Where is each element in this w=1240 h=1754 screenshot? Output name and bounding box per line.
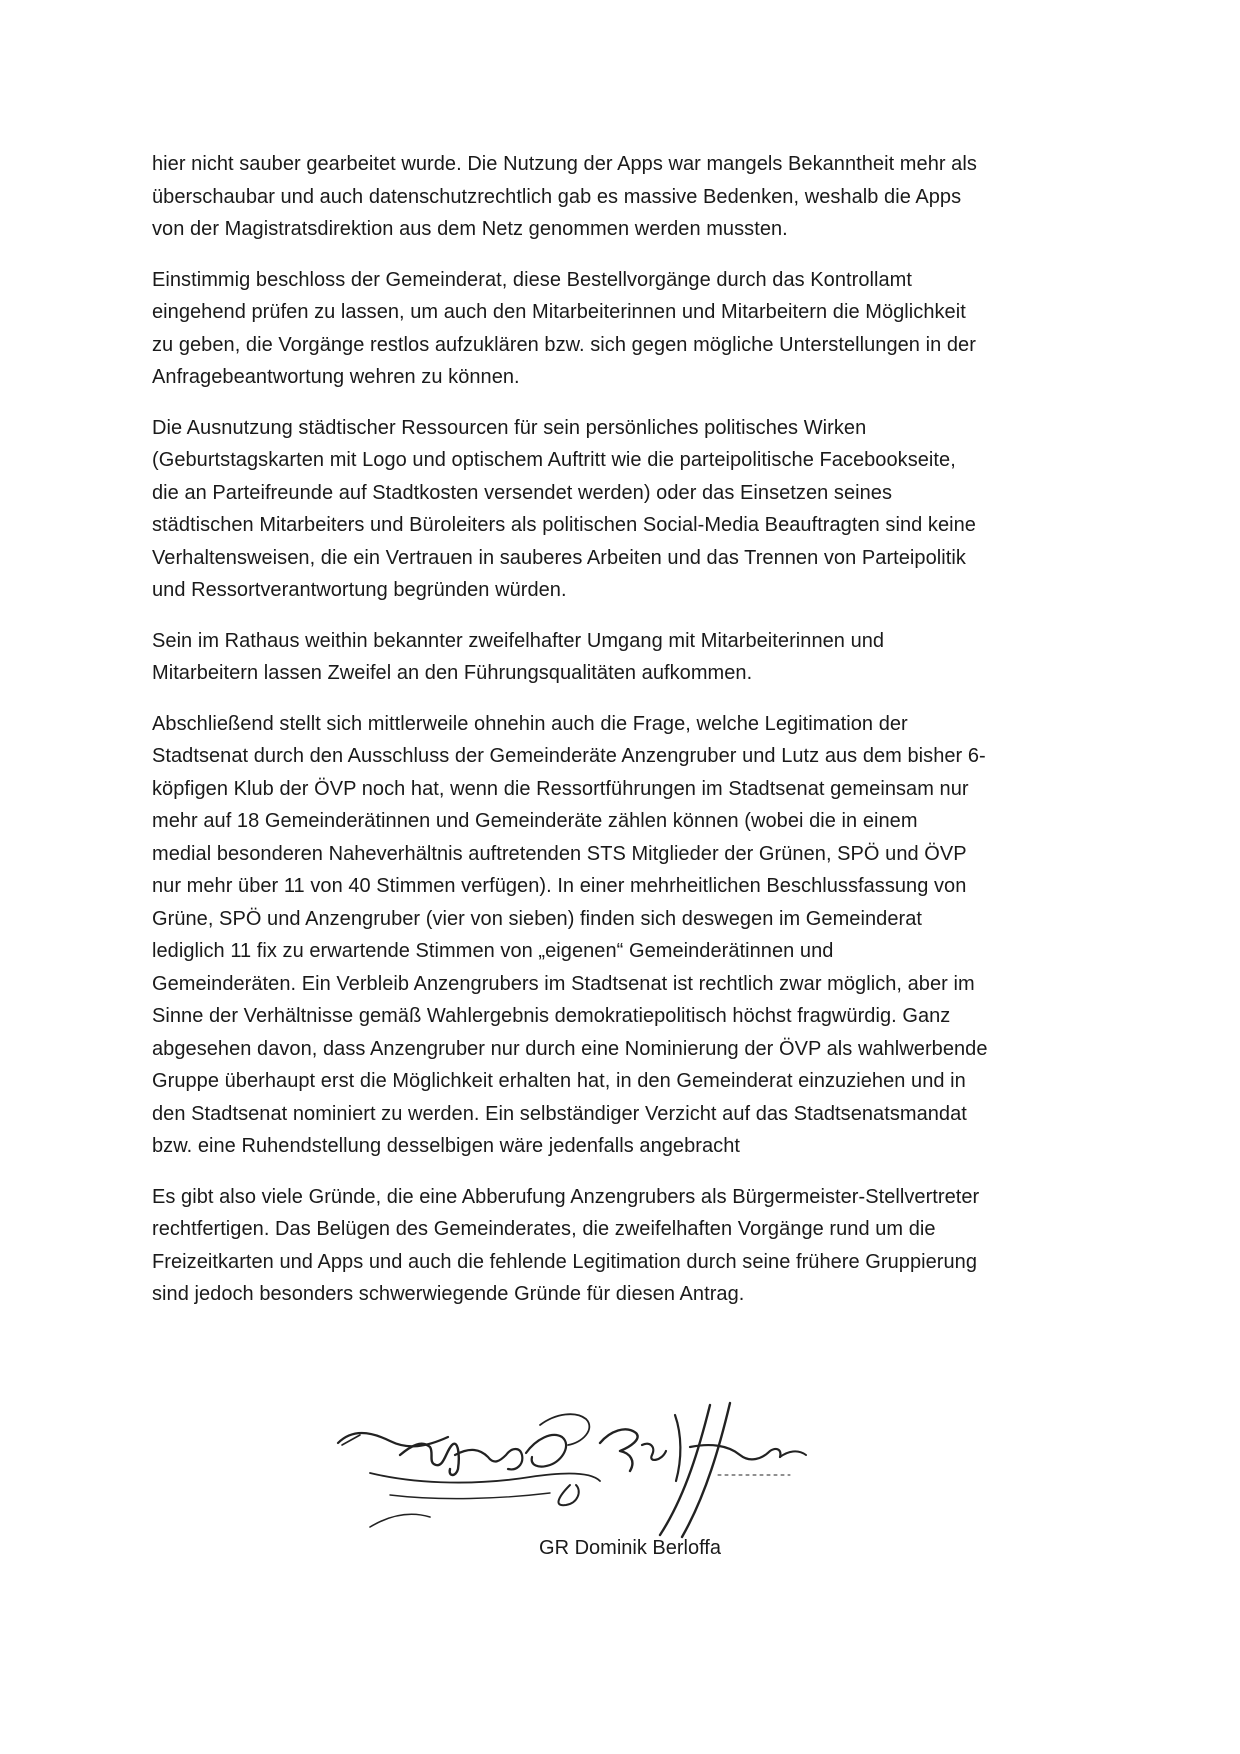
text-line: rechtfertigen. Das Belügen des Gemeinderates, die zweifelhaften Vorgänge rund um die <box>152 1218 936 1240</box>
text-line: Es gibt also viele Gründe, die eine Abberufung Anzengrubers als Bürgermeister-Stellvertreter <box>152 1185 980 1208</box>
text-line: (Geburtstagskarten mit Logo und optischem Auftritt wie die parteipolitische Facebookseite, <box>152 449 956 471</box>
paragraph-legitimation <box>152 708 1097 1163</box>
text-line: Verhaltensweisen, die ein Vertrauen in sauberes Arbeiten und das Trennen von Parteipolitik <box>152 546 966 569</box>
text-line: köpfigen Klub der ÖVP noch hat, wenn die Ressortführungen im Stadtsenat gemeinsam nur <box>152 777 969 800</box>
paragraph-apps <box>152 148 1097 246</box>
text-line: Gemeinderäten. Ein Verbleib Anzengrubers im Stadtsenat ist rechtlich zwar möglich, aber im <box>152 972 975 995</box>
text-line: Stadtsenat durch den Ausschluss der Gemeinderäte Anzengruber und Lutz aus dem bisher 6- <box>152 745 986 767</box>
text-line: die an Parteifreunde auf Stadtkosten versendet werden) oder das Einsetzen seines <box>152 481 893 504</box>
text-line: Gruppe überhaupt erst die Möglichkeit erhalten hat, in den Gemeinderat einzuziehen und in <box>152 1070 966 1092</box>
paragraph-conclusion <box>152 1181 1097 1311</box>
text-line: nur mehr über 11 von 40 Stimmen verfügen). In einer mehrheitlichen Beschlussfassung von <box>152 875 967 897</box>
text-line: von der Magistratsdirektion aus dem Netz genommen werden mussten. <box>152 218 788 240</box>
text-line: Einstimmig beschloss der Gemeinderat, diese Bestellvorgänge durch das Kontrollamt <box>152 268 912 291</box>
text-line: lediglich 11 fix zu erwartende Stimmen von „eigenen“ Gemeinderätinnen und <box>152 940 834 962</box>
paragraph-umgang <box>152 625 1097 690</box>
text-line: hier nicht sauber gearbeitet wurde. Die Nutzung der Apps war mangels Bekanntheit mehr als <box>152 153 977 175</box>
text-line: abgesehen davon, dass Anzengruber nur durch eine Nominierung der ÖVP als wahlwerbende <box>152 1037 988 1060</box>
text-line: zu geben, die Vorgänge restlos aufzuklären bzw. sich gegen mögliche Unterstellungen in der <box>152 333 976 356</box>
text-line: Die Ausnutzung städtischer Ressourcen für sein persönliches politisches Wirken <box>152 416 867 439</box>
text-line: eingehend prüfen zu lassen, um auch den Mitarbeiterinnen und Mitarbeitern die Möglichkeit <box>152 301 966 323</box>
text-line: städtischen Mitarbeiters und Büroleiters als politischen Social-Media Beauftragten sind keine <box>152 514 976 536</box>
text-line: bzw. eine Ruhendstellung desselbigen wäre jedenfalls angebracht <box>152 1135 740 1157</box>
text-line: mehr auf 18 Gemeinderätinnen und Gemeinderäte zählen können (wobei die in einem <box>152 810 918 832</box>
handwritten-signature-icon <box>330 1385 850 1545</box>
text-line: Sein im Rathaus weithin bekannter zweifelhafter Umgang mit Mitarbeiterinnen und <box>152 629 885 652</box>
text-line: Mitarbeitern lassen Zweifel an den Führungsqualitäten aufkommen. <box>152 662 753 684</box>
document-body <box>152 148 1097 1329</box>
text-line: Grüne, SPÖ und Anzengruber (vier von sieben) finden sich deswegen im Gemeinderat <box>152 907 922 930</box>
paragraph-kontrollamt <box>152 264 1097 394</box>
text-line: überschaubar und auch datenschutzrechtlich gab es massive Bedenken, weshalb die Apps <box>152 185 962 208</box>
text-line: medial besonderen Naheverhältnis auftretenden STS Mitglieder der Grünen, SPÖ und ÖVP <box>152 842 967 865</box>
signer-name: GR Dominik Berloffa <box>539 1537 721 1559</box>
text-line: Abschließend stellt sich mittlerweile ohnehin auch die Frage, welche Legitimation der <box>152 712 908 735</box>
text-line: Sinne der Verhältnisse gemäß Wahlergebnis demokratiepolitisch höchst fragwürdig. Ganz <box>152 1005 951 1027</box>
text-line: Freizeitkarten und Apps und auch die fehlende Legitimation durch seine frühere Gruppierung <box>152 1250 978 1273</box>
text-line: sind jedoch besonders schwerwiegende Gründe für diesen Antrag. <box>152 1283 745 1305</box>
text-line: Anfragebeantwortung wehren zu können. <box>152 366 520 388</box>
paragraph-ressourcen <box>152 412 1097 607</box>
text-line: den Stadtsenat nominiert zu werden. Ein selbständiger Verzicht auf das Stadtsenatsmandat <box>152 1102 967 1125</box>
text-line: und Ressortverantwortung begründen würden. <box>152 579 567 601</box>
